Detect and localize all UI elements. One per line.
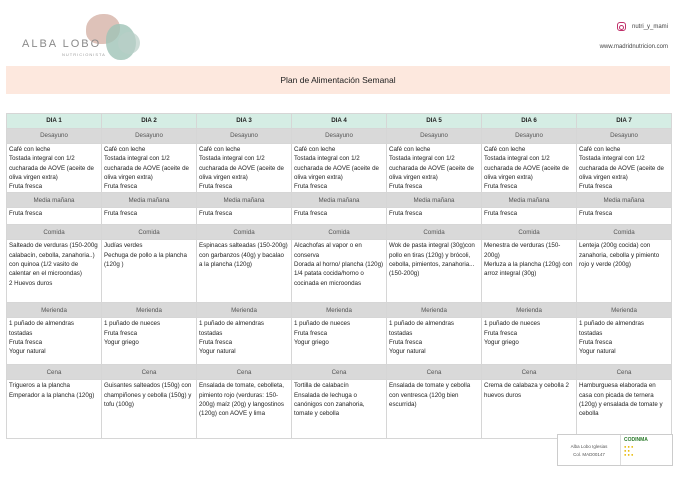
day-header: DIA 2 [102, 114, 197, 129]
instagram-link[interactable] [617, 22, 668, 31]
meal-cell: Café con leche Tostada integral con 1/2 cucharada de AOVE (aceite de oliva virgen extra) Fruta fresca [197, 144, 292, 193]
meal-label: Cena [292, 365, 387, 380]
meal-cell: Menestra de verduras (150-200g) Merluza a la plancha (120g) con arroz integral (30g) [482, 240, 577, 303]
meal-label: Merienda [197, 303, 292, 318]
meal-cell: Café con leche Tostada integral con 1/2 cucharada de AOVE (aceite de oliva virgen extra) Fruta fresca [577, 144, 672, 193]
meal-cell: 1 puñado de almendras tostadas Fruta fresca Yogur natural [7, 318, 102, 365]
day-header: DIA 5 [387, 114, 482, 129]
meal-cell: Tortilla de calabacín Ensalada de lechuga o canónigos con zanahoria, tomate y cebolla [292, 380, 387, 439]
meal-cell: Alcachofas al vapor o en conserva Dorada al horno/ plancha (120g) 1/4 patata cocida/horno o cocinada en microondas [292, 240, 387, 303]
meal-label: Desayuno [292, 129, 387, 144]
meal-header-row [7, 225, 672, 240]
meal-food-row [7, 380, 672, 439]
meal-cell: 1 puñado de almendras tostadas Fruta fresca Yogur natural [577, 318, 672, 365]
meal-label: Cena [577, 365, 672, 380]
meal-label: Comida [387, 225, 482, 240]
meal-label: Media mañana [197, 193, 292, 208]
meal-label: Desayuno [197, 129, 292, 144]
meal-label: Desayuno [102, 129, 197, 144]
meal-label: Comida [102, 225, 197, 240]
meal-header-row [7, 193, 672, 208]
meal-food-row [7, 208, 672, 225]
meal-label: Merienda [7, 303, 102, 318]
meal-cell: Fruta fresca [387, 208, 482, 225]
meal-cell: Fruta fresca [577, 208, 672, 225]
meal-cell: Café con leche Tostada integral con 1/2 cucharada de AOVE (aceite de oliva virgen extra) Fruta fresca [387, 144, 482, 193]
meal-food-row [7, 240, 672, 303]
meal-label: Media mañana [387, 193, 482, 208]
day-header-row [7, 114, 672, 129]
meal-cell: Judías verdes Pechuga de pollo a la plancha (120g ) [102, 240, 197, 303]
day-header: DIA 6 [482, 114, 577, 129]
meal-cell: Café con leche Tostada integral con 1/2 cucharada de AOVE (aceite de oliva virgen extra) Fruta fresca [7, 144, 102, 193]
meal-cell: Ensalada de tomate y cebolla con ventresca (120g bien escurrida) [387, 380, 482, 439]
instagram-handle: nutri_y_mami [631, 23, 668, 30]
page-title: Plan de Alimentación Semanal [6, 66, 670, 94]
logo-shape [118, 32, 140, 54]
meal-label: Desayuno [482, 129, 577, 144]
meal-header-row [7, 129, 672, 144]
meal-label: Media mañana [102, 193, 197, 208]
meal-cell: Wok de pasta integral (30g)con pollo en tiras (120g) y brócoli, cebolla, pimientos, zanahoria... (150-200g) [387, 240, 482, 303]
website-link[interactable]: www.madridnutricion.com [599, 44, 668, 50]
instagram-icon [617, 22, 626, 31]
meal-cell: Hamburguesa elaborada en casa con picada de ternera (120g) y ensalada de tomate y cebolla [577, 380, 672, 439]
meal-label: Cena [102, 365, 197, 380]
meal-cell: 1 puñado de almendras tostadas Fruta fresca Yogur natural [387, 318, 482, 365]
meal-label: Desayuno [7, 129, 102, 144]
meal-food-row [7, 144, 672, 193]
meal-cell: Café con leche Tostada integral con 1/2 cucharada de AOVE (aceite de oliva virgen extra) Fruta fresca [292, 144, 387, 193]
meal-label: Merienda [577, 303, 672, 318]
meal-cell: Fruta fresca [197, 208, 292, 225]
meal-label: Cena [387, 365, 482, 380]
brand-logo [18, 10, 148, 70]
meal-label: Cena [7, 365, 102, 380]
meal-cell: Ensalada de tomate, cebolleta, pimiento rojo (verduras: 150-200g) maíz (20g) y langostinos (120g) con AOVE y lima [197, 380, 292, 439]
meal-cell: 1 puñado de nueces Fruta fresca Yogur griego [102, 318, 197, 365]
stamp-name: Alba Lobo Iglesias [570, 443, 608, 449]
meal-label: Merienda [387, 303, 482, 318]
day-header: DIA 7 [577, 114, 672, 129]
meal-cell: 1 puñado de nueces Fruta fresca Yogur griego [482, 318, 577, 365]
meal-cell: Café con leche Tostada integral con 1/2 cucharada de AOVE (aceite de oliva virgen extra) Fruta fresca [482, 144, 577, 193]
meal-label: Comida [292, 225, 387, 240]
meal-label: Desayuno [577, 129, 672, 144]
meal-cell: Crema de calabaza y cebolla 2 huevos duros [482, 380, 577, 439]
stamp-logo-icon: ● ● ● ● ● ● ● ● [624, 444, 634, 457]
day-header: DIA 4 [292, 114, 387, 129]
meal-label: Cena [197, 365, 292, 380]
meal-label: Desayuno [387, 129, 482, 144]
meal-cell: Café con leche Tostada integral con 1/2 cucharada de AOVE (aceite de oliva virgen extra) Fruta fresca [102, 144, 197, 193]
meal-header-row [7, 303, 672, 318]
meal-label: Media mañana [7, 193, 102, 208]
meal-label: Media mañana [482, 193, 577, 208]
meal-label: Comida [197, 225, 292, 240]
meal-food-row [7, 318, 672, 365]
meal-label: Merienda [292, 303, 387, 318]
meal-cell: Guisantes salteados (150g) con champiñones y cebolla (150g) y tofu (100g) [102, 380, 197, 439]
meal-cell: Fruta fresca [7, 208, 102, 225]
meal-cell: 1 puñado de nueces Fruta fresca Yogur griego [292, 318, 387, 365]
meal-label: Cena [482, 365, 577, 380]
meal-cell: 1 puñado de almendras tostadas Fruta fresca Yogur natural [197, 318, 292, 365]
meal-label: Merienda [482, 303, 577, 318]
meal-plan-table [6, 113, 672, 439]
meal-header-row [7, 365, 672, 380]
meal-label: Media mañana [292, 193, 387, 208]
day-header: DIA 3 [197, 114, 292, 129]
meal-cell: Fruta fresca [102, 208, 197, 225]
meal-cell: Trigueros a la plancha Emperador a la plancha (120g) [7, 380, 102, 439]
meal-cell: Salteado de verduras (150-200g calabacín, cebolla, zanahoria..) con quinoa (1/2 vasito de calentar en el microondas) 2 Huevos duros [7, 240, 102, 303]
meal-label: Media mañana [577, 193, 672, 208]
meal-label: Comida [7, 225, 102, 240]
meal-cell: Espinacas salteadas (150-200g) con garbanzos (40g) y bacalao a la plancha (120g) [197, 240, 292, 303]
meal-label: Merienda [102, 303, 197, 318]
meal-label: Comida [577, 225, 672, 240]
meal-cell: Lenteja (200g cocida) con zanahoria, cebolla y pimiento rojo y verde (200g) [577, 240, 672, 303]
brand-name: ALBA LOBO [22, 38, 102, 50]
meal-cell: Fruta fresca [482, 208, 577, 225]
brand-subtitle: NUTRICIONISTA [62, 52, 106, 57]
nutritionist-stamp [557, 434, 673, 466]
stamp-college: Col. MAD00147 [573, 451, 605, 457]
day-header: DIA 1 [7, 114, 102, 129]
meal-label: Comida [482, 225, 577, 240]
stamp-org: CODINMA [624, 437, 648, 443]
meal-cell: Fruta fresca [292, 208, 387, 225]
